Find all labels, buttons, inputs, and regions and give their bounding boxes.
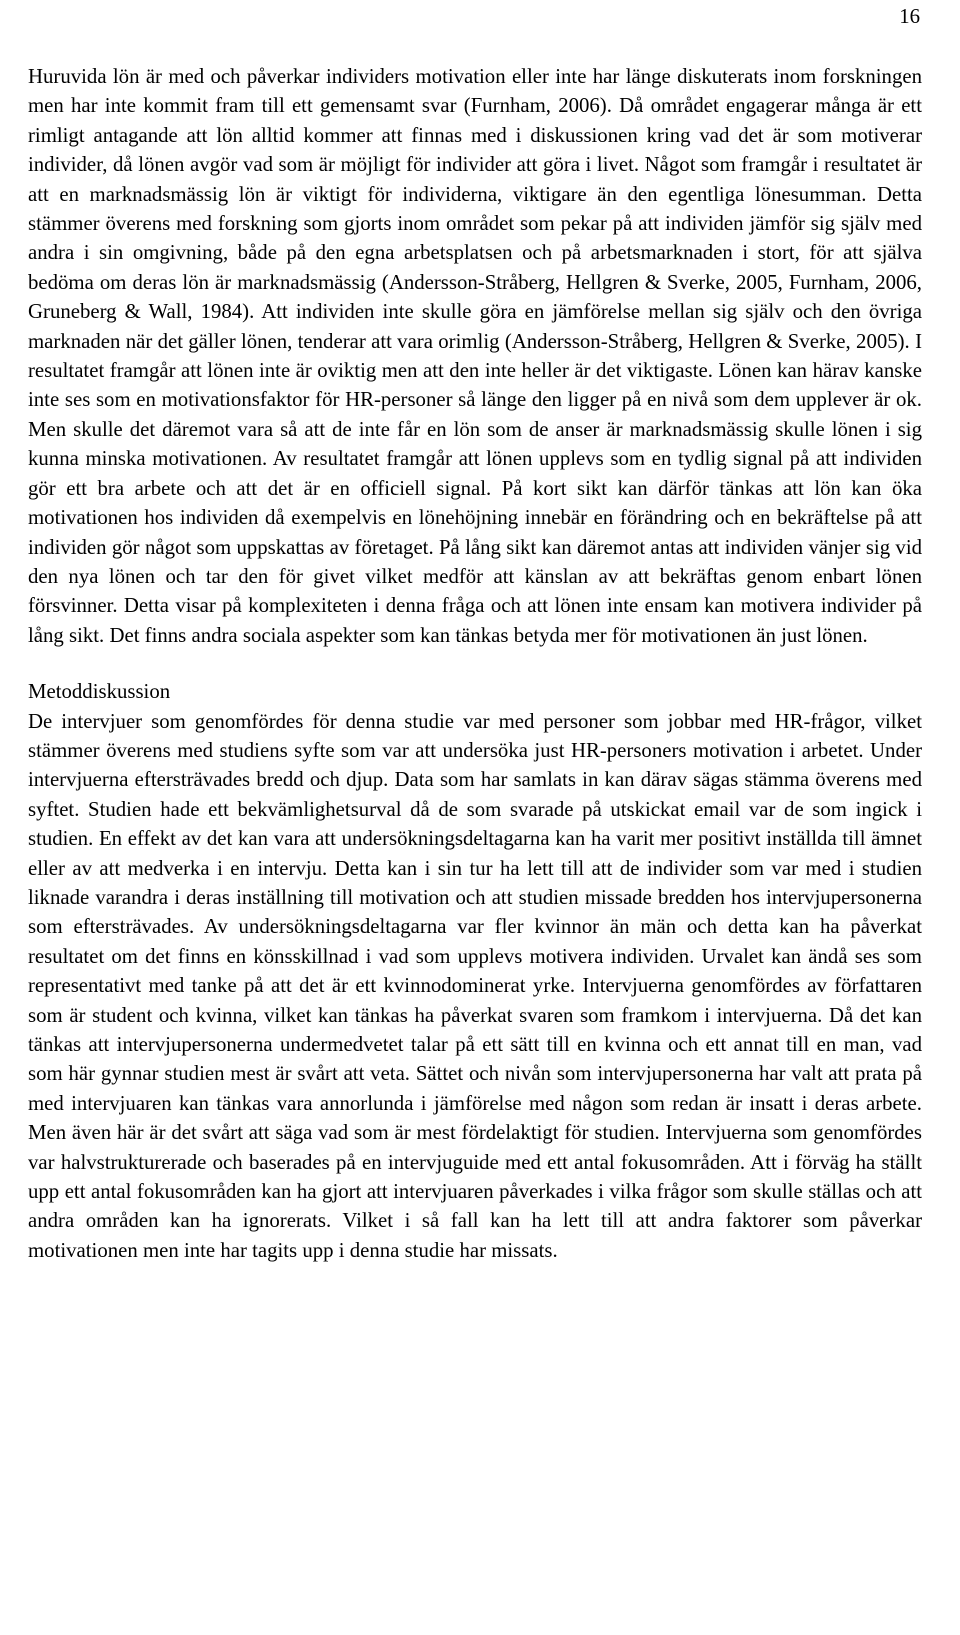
page-number: 16 [899, 5, 920, 28]
paragraph-method-discussion: De intervjuer som genomfördes för denna studie var med personer som jobbar med HR-frågor, vilket stämmer överens med studiens syfte som var att undersöka just HR-personers motivation i arbetet. Under intervjuerna eftersträvades bredd och djup. Data som har samlats in kan därav sägas stämma överens med syftet. Studien hade ett bekvämlighetsurval då de som svarade på utskickat email var de som ingick i studien. En effekt av det kan vara att undersökningsdeltagarna kan ha varit mer positivt inställda till ämnet eller av att medverka i en intervju. Detta kan i sin tur ha lett till att de individer som var med i studien liknade varandra i deras inställning till motivation och att studien missade bredden hos intervjupersonerna som eftersträvades. Av undersökningsdeltagarna var fler kvinnor än män och detta kan ha påverkat resultatet om det finns en könsskillnad i vad som upplevs motivera individen. Urvalet kan ändå ses som representativt med tanke på att det är ett kvinnodominerat yrke. Intervjuerna genomfördes av författaren som är student och kvinna, vilket kan tänkas ha påverkat svaren som framkom i intervjuerna. Då det kan tänkas att intervjupersonerna undermedvetet talar på ett sätt till en kvinna och ett annat till en man, vad som här gynnar studien mest är svårt att veta. Sättet och nivån som intervjupersonerna har valt att prata på med intervjuaren kan tänkas vara annorlunda i jämförelse med någon som redan är insatt i deras arbete. Men även här är det svårt att säga vad som är mest fördelaktigt för studien. Intervjuerna som genomfördes var halvstrukturerade och baserades på en intervjuguide med ett antal fokusområden. Att i förväg ha ställt upp ett antal fokusområden kan ha gjort att intervjuaren påverkades i vilka frågor som skulle ställas och att andra områden kan ha ignorerats. Vilket i så fall kan ha lett till att andra faktorer som påverkar motivationen men inte har tagits upp i denna studie har missats. [28, 709, 922, 1262]
section-heading: Metoddiskussion [28, 680, 171, 704]
body-text [28, 62, 922, 1265]
paragraph-salary-motivation: Huruvida lön är med och påverkar individers motivation eller inte har länge diskuterats inom forskningen men har inte kommit fram till ett gemensamt svar (Furnham, 2006). Då området engagerar många är ett rimligt antagande att lön alltid kommer att finnas med i diskussionen kring vad det är som motiverar individer, då lönen avgör vad som är möjligt för individer att göra i livet. Något som framgår i resultatet är att en marknadsmässig lön är viktigt för individerna, viktigare än den egentliga lönesumman. Detta stämmer överens med forskning som gjorts inom området som pekar på att individen jämför sig själv med andra i sin omgivning, både på den egna arbetsplatsen och på arbetsmarknaden i stort, för att själva bedöma om deras lön är marknadsmässig (Andersson-Stråberg, Hellgren & Sverke, 2005, Furnham, 2006, Gruneberg & Wall, 1984). Att individen inte skulle göra en jämförelse mellan sig själv och den övriga marknaden när det gäller lönen, tenderar att vara orimlig (Andersson-Stråberg, Hellgren & Sverke, 2005). I resultatet framgår att lönen inte är oviktig men att den inte heller är det viktigaste. Lönen kan härav kanske inte ses som en motivationsfaktor för HR-personer så länge den ligger på en nivå som dem upplever är ok. Men skulle det däremot vara så att de inte får en lön som de anser är marknadsmässig skulle lönen i sig kunna minska motivationen. Av resultatet framgår att lönen upplevs som en tydlig signal på att individen gör ett bra arbete och att det är en officiell signal. På kort sikt kan därför tänkas att lön kan öka motivationen hos individen då exempelvis en lönehöjning innebär en förändring och en bekräftelse på att individen gör något som uppskattas av företaget. På lång sikt kan däremot antas att individen vänjer sig vid den nya lönen och tar den för givet vilket medför att känslan av att bekräftas genom enbart lönen försvinner. Detta visar på komplexiteten i denna fråga och att lönen inte ensam kan motivera individer på lång sikt. Det finns andra sociala aspekter som kan tänkas betyda mer för motivationen än just lönen. [28, 65, 922, 647]
